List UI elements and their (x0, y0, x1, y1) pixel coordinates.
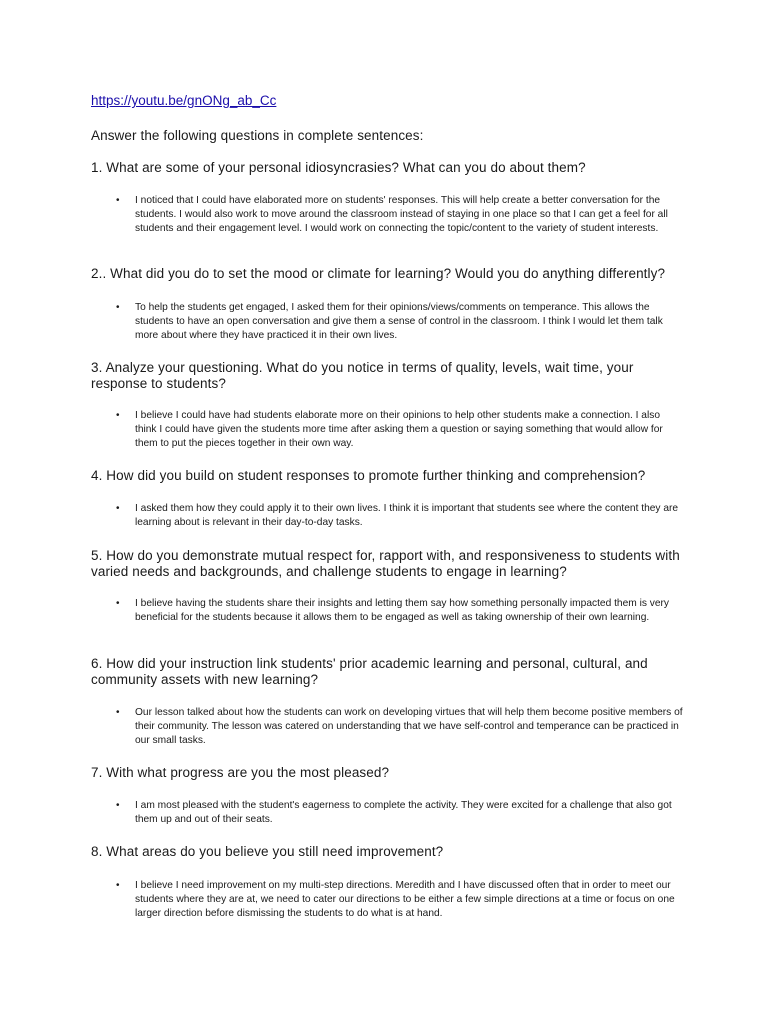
answer-6: Our lesson talked about how the students can work on developing virtues that will help them become positive members of their community. The lesson was catered on understanding that we have self-control and temperance can be practiced in our small tasks. (135, 707, 683, 746)
bullet-icon: • (116, 410, 120, 421)
answer-7: I am most pleased with the student's eagerness to complete the activity. They were excited for a challenge that also got them up and out of their seats. (135, 800, 672, 825)
bullet-icon: • (116, 880, 120, 891)
bullet-icon: • (116, 195, 120, 206)
bullet-icon: • (116, 302, 120, 313)
bullet-icon: • (116, 598, 120, 609)
instructions-text: Answer the following questions in complete sentences: (91, 128, 424, 143)
question-8: 8. What areas do you believe you still need improvement? (91, 844, 444, 859)
bullet-icon: • (116, 800, 120, 811)
question-3: 3. Analyze your questioning. What do you notice in terms of quality, levels, wait time, your response to students? (91, 360, 634, 391)
answer-4: I asked them how they could apply it to their own lives. I think it is important that students see where the content they are learning about is relevant in their day-to-day tasks. (135, 503, 679, 528)
question-7: 7. With what progress are you the most pleased? (91, 765, 390, 780)
bullet-icon: • (116, 707, 120, 718)
bullet-icon: • (116, 503, 120, 514)
question-2: 2.. What did you do to set the mood or climate for learning? Would you do anything differently? (91, 266, 666, 281)
answer-5: I believe having the students share their insights and letting them say how something personally impacted them is very beneficial for the students because it allows them to be engaged as well as taking ownership of their own learning. (135, 598, 669, 623)
question-5: 5. How do you demonstrate mutual respect for, rapport with, and responsiveness to students with varied needs and backgrounds, and challenge students to engage in learning? (91, 548, 680, 579)
answer-8: I believe I need improvement on my multi-step directions. Meredith and I have discussed often that in order to meet our students where they are at, we need to cater our directions to be either a few simple directions at a time or focus on one larger direction before dismissing the students to do what is at hand. (135, 880, 675, 919)
question-4: 4. How did you build on student responses to promote further thinking and comprehension? (91, 468, 646, 483)
question-6: 6. How did your instruction link students' prior academic learning and personal, cultural, and community assets with new learning? (91, 656, 648, 687)
video-link[interactable]: https://youtu.be/gnONg_ab_Cc (91, 93, 277, 108)
answer-1: I noticed that I could have elaborated more on students' responses. This will help create a better conversation for the students. I would also work to move around the classroom instead of staying in one place so that I can get a feel for all students and their engagement level. I would work on connecting the topic/content to the variety of student interests. (135, 195, 668, 234)
answer-3: I believe I could have had students elaborate more on their opinions to help other students make a connection. I also think I could have given the students more time after asking them a question or saying something that would allow for them to put the pieces together in their own way. (135, 410, 663, 449)
question-1: 1. What are some of your personal idiosyncrasies? What can you do about them? (91, 160, 586, 175)
answer-2: To help the students get engaged, I asked them for their opinions/views/comments on temperance. This allows the students to have an open conversation and give them a sense of control in the classroom. I think I would let them talk more about where they have practiced it in their own lives. (135, 302, 663, 341)
